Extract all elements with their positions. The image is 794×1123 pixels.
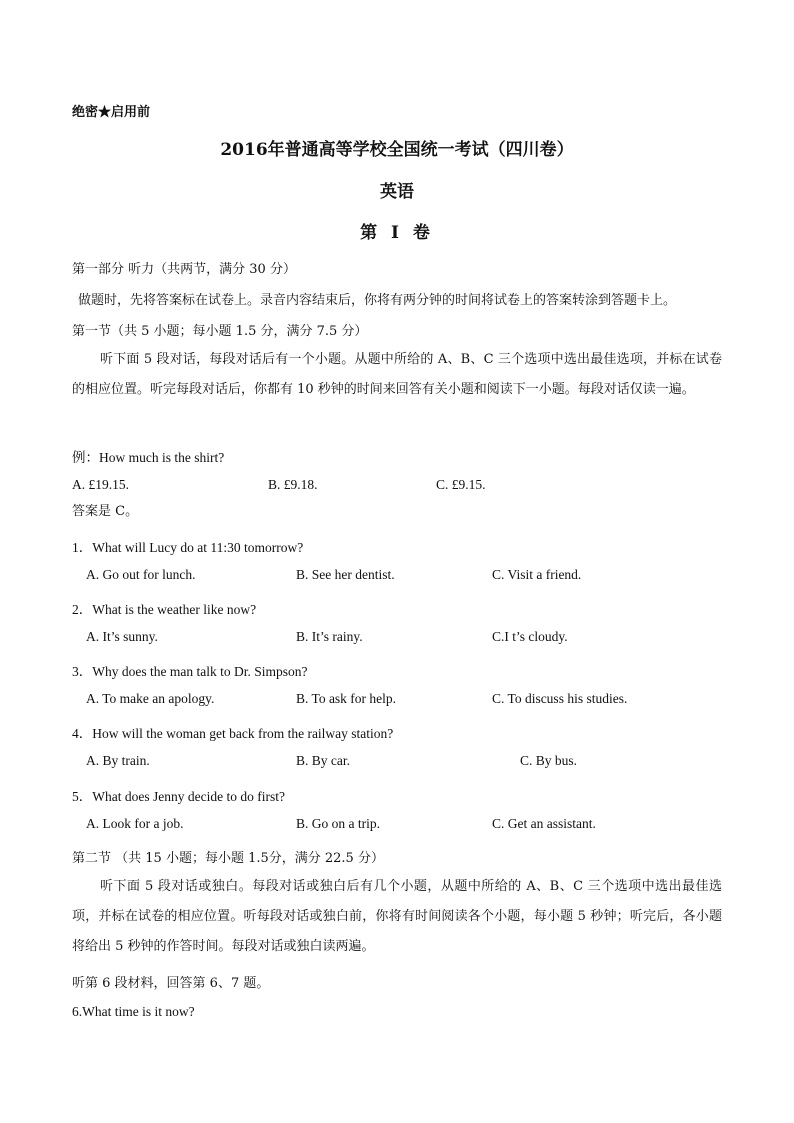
q1-option-a: A. Go out for lunch. [86,567,196,582]
q1-option-b: B. See her dentist. [296,567,395,582]
question-5: 5．What does Jenny decide to do first? [72,789,285,804]
section1-heading: 第一节（共 5 小题；每小题 1.5 分，满分 7.5 分） [72,324,368,339]
q2-option-b: B. It’s rainy. [296,629,363,644]
example-answer: 答案是 C。 [72,504,139,519]
exam-title: 2016年普通高等学校全国统一考试（四川卷） [220,140,574,160]
q5-option-a: A. Look for a job. [86,816,184,831]
material-6-label: 听第 6 段材料，回答第 6、7 题。 [72,976,270,991]
q3-option-a: A. To make an apology. [86,691,215,706]
question-2: 2．What is the weather like now? [72,602,257,617]
q5-option-c: C. Get an assistant. [492,816,596,831]
example-option-b: B. £9.18. [268,477,318,492]
q2-option-c: C.I t’s cloudy. [492,629,568,644]
q4-option-a: A. By train. [86,753,150,768]
question-3: 3．Why does the man talk to Dr. Simpson? [72,664,308,679]
q4-option-c: C. By bus. [520,753,578,768]
q3-option-c: C. To discuss his studies. [492,691,628,706]
example-option-c: C. £9.15. [436,477,486,492]
section1-instructions: 听下面 5 段对话，每段对话后有一个小题。从题中所给的 A、B、C 三个选项中选出最佳选项，并标在试卷的相应位置。听完每段对话后，你都有 10 秒钟的时间来回答有关小题和阅读下一小题。每段对话仅读一遍。 [72,352,722,397]
q3-option-b: B. To ask for help. [296,691,397,706]
question-1: 1．What will Lucy do at 11:30 tomorrow? [72,540,304,555]
q2-option-a: A. It’s sunny. [86,629,158,644]
exam-subject: 英语 [380,182,414,202]
exam-volume: 第 I 卷 [360,223,434,243]
confidential-label: 绝密★启用前 [72,105,151,120]
part1-heading: 第一部分 听力（共两节，满分 30 分） [72,262,296,277]
q4-option-b: B. By car. [296,753,350,768]
section2-instructions: 听下面 5 段对话或独白。每段对话或独白后有几个小题，从题中所给的 A、B、C 三个选项中选出最佳选项，并标在试卷的相应位置。听每段对话或独白前，你将有时间阅读各个小题，每小题 5 秒钟；听完后，各小题将给出 5 秒钟的作答时间。每段对话或独白读两遍。 [72,879,722,954]
question-4: 4．How will the woman get back from the railway station? [72,726,394,741]
example-option-a: A. £19.15. [72,477,129,492]
question-6: 6.What time is it now? [72,1004,195,1019]
q1-option-c: C. Visit a friend. [492,567,582,582]
example-question: 例：How much is the shirt? [72,450,225,465]
q5-option-b: B. Go on a trip. [296,816,380,831]
section2-heading: 第二节 （共 15 小题；每小题 1.5分，满分 22.5 分） [72,851,384,866]
part1-instruction: 做题时，先将答案标在试卷上。录音内容结束后，你将有两分钟的时间将试卷上的答案转涂到答题卡上。 [78,293,677,308]
